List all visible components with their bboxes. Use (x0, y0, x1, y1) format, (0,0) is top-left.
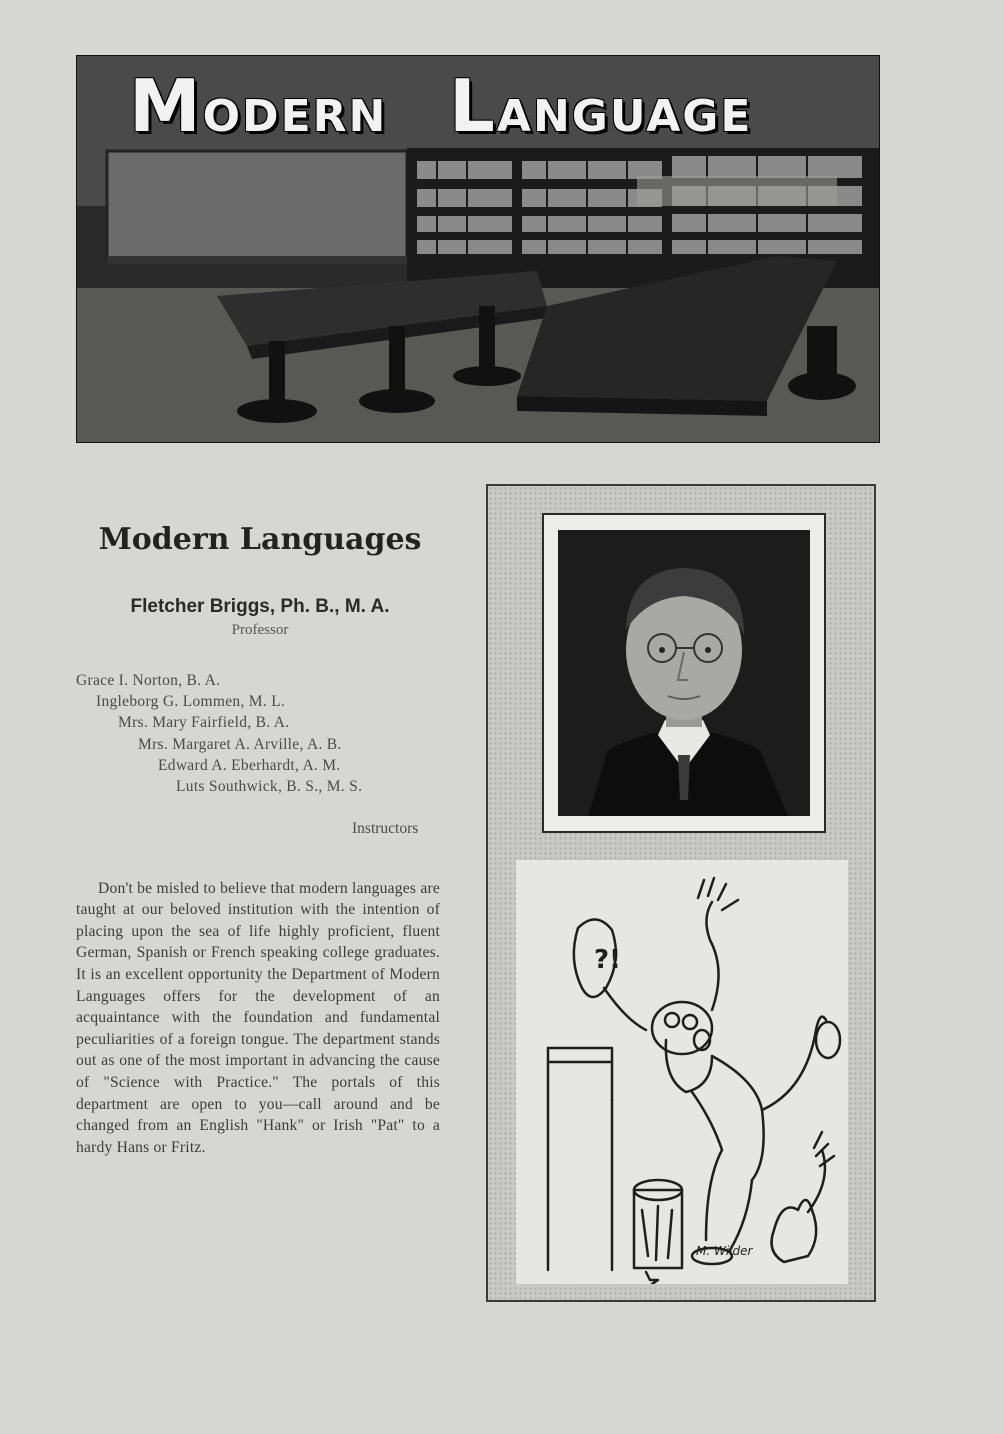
instructors-label: Instructors (352, 820, 419, 837)
department-description: Don't be misled to believe that modern languages are taught at our beloved institution with the intention of placing upon the sea of life highly proficient, fluent German, Spanish or French speaking college graduates. It is an excellent opportunity the Department of Modern Languages offers for the development of an acquaintance with the foundation and fundamental peculiarities of a foreign tongue. The department stands out as one of the most important in advancing the cause of "Science with Practice." The portals of this department are open to you—call around and be changed from an English "Hank" or Irish "Pat" to a hardy Hans or Fritz. (76, 879, 440, 1156)
artist-signature: M. Wilder (696, 1244, 753, 1258)
professor-name: Fletcher Briggs, Ph. B., M. A. (130, 596, 390, 617)
professor-portrait (558, 530, 810, 816)
image-frame (486, 484, 876, 1302)
title-initial-m: M (129, 64, 203, 148)
cartoon-illustration (516, 860, 848, 1284)
instructor-name: Ingleborg G. Lommen, M. L. (96, 693, 286, 710)
title-rest-odern: ODERN (202, 91, 388, 142)
portrait-mat (542, 513, 826, 833)
cartoon-panel (516, 860, 848, 1284)
title-initial-l: L (449, 64, 497, 148)
instructor-name: Luts Southwick, B. S., M. S. (176, 778, 363, 795)
professor-role: Professor (231, 622, 289, 638)
portrait-illustration (558, 530, 810, 816)
speech-bubble-text: ?! (594, 945, 621, 975)
instructor-name: Mrs. Mary Fairfield, B. A. (118, 714, 290, 731)
instructor-name: Edward A. Eberhardt, A. M. (158, 757, 341, 774)
section-title: Modern Languages (98, 522, 422, 557)
title-rest-anguage: ANGUAGE (496, 91, 753, 142)
instructor-name: Grace I. Norton, B. A. (76, 672, 221, 689)
classroom-photo (76, 55, 880, 443)
instructor-name: Mrs. Margaret A. Arville, A. B. (138, 736, 342, 753)
